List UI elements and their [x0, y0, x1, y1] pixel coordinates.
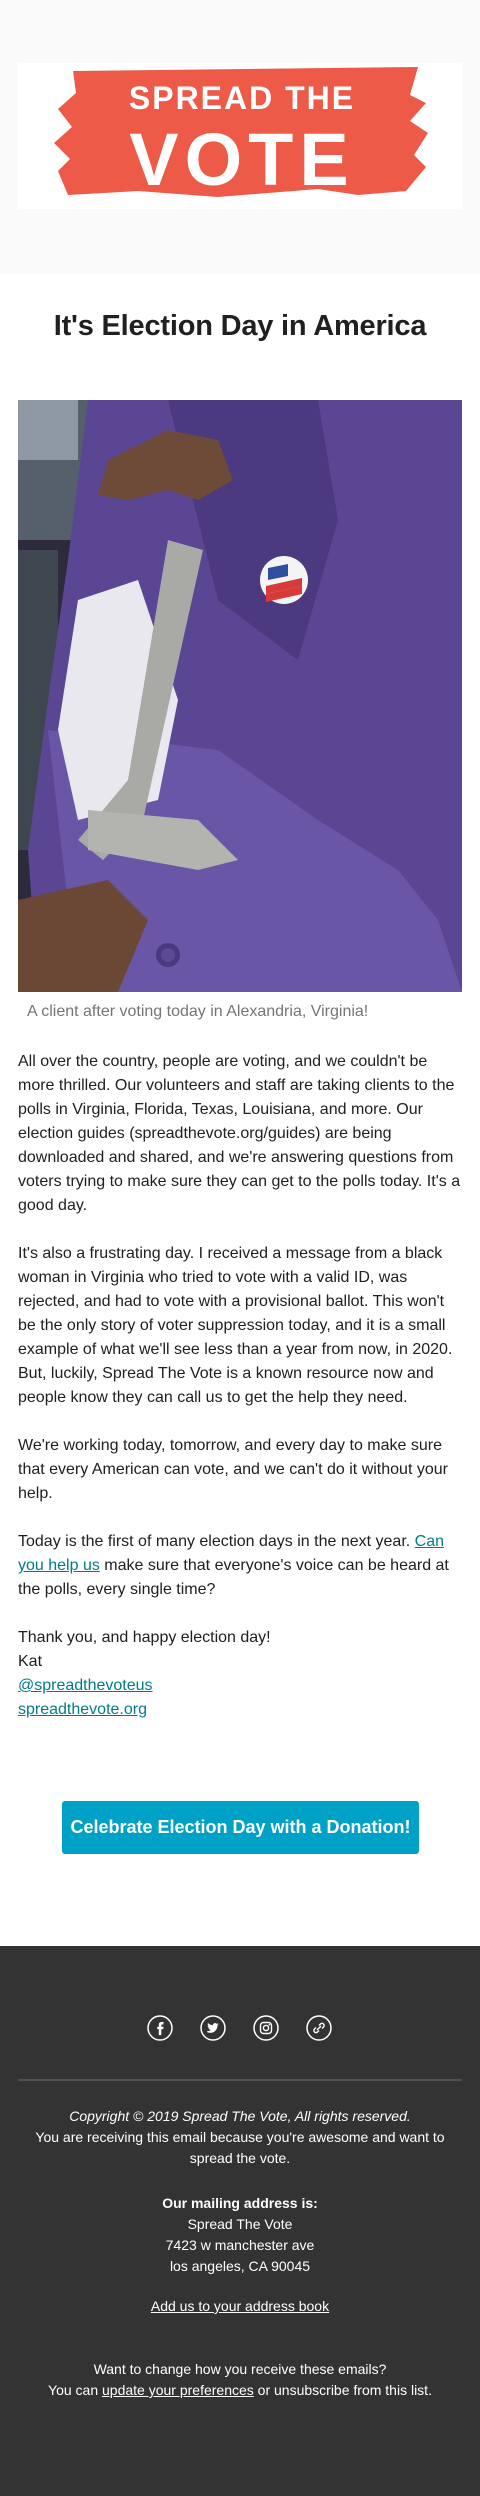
footer-divider [18, 2079, 462, 2081]
change-text-before: You can [48, 2382, 103, 2398]
twitter-handle-link[interactable]: @spreadthevoteus [18, 1677, 153, 1694]
website-link-icon[interactable] [305, 2014, 333, 2042]
p4-text-before: Today is the first of many election days in the next year. [18, 1533, 415, 1550]
signature-thanks: Thank you, and happy election day! [18, 1629, 271, 1646]
spread-the-vote-logo [18, 63, 462, 209]
twitter-icon[interactable] [199, 2014, 227, 2042]
receiving-reason: You are receiving this email because you're awesome and want to spread the vote. [35, 2129, 445, 2166]
logo-line2: VOTE [129, 118, 355, 201]
logo-container[interactable] [18, 63, 462, 209]
donate-button[interactable]: Celebrate Election Day with a Donation! [62, 1801, 419, 1854]
body-paragraph-4 [18, 1530, 462, 1602]
footer-copyright-block [18, 2106, 462, 2169]
logo-line1: SPREAD THE [128, 80, 356, 116]
p4-text-after: make sure that everyone's voice can be heard at the polls, every single time? [18, 1557, 449, 1598]
body-paragraph-2: It's also a frustrating day. I received a message from a black woman in Virginia who tried to vote with a valid ID, was rejected, and had to vote with a provisional ballot. This won't be the only story of voter suppression today, and it is a small example of what we'll see less than a year from now, in 2020. But, luckily, Spread The Vote is a known resource now and people know they can call us to get the help they need. [18, 1245, 453, 1406]
footer [0, 1946, 480, 2496]
website-link[interactable]: spreadthevote.org [18, 1701, 147, 1718]
copyright-text: Copyright © 2019 Spread The Vote, All rights reserved. [69, 2108, 411, 2124]
body-paragraph-1: All over the country, people are voting, and we couldn't be more thrilled. Our volunteers and staff are taking clients to the polls in Virginia, Florida, Texas, Louisiana, and more. Our election guides (spreadthevote.org/guides) are being downloaded and shared, and we're answering questions from voters trying to make sure they can get to the polls today. It's a good day. [18, 1053, 461, 1214]
can-you-help-us-link[interactable]: Can you help us [18, 1533, 445, 1574]
voter-photo [18, 400, 462, 992]
photo-caption: A client after voting today in Alexandria, Virginia! [27, 1003, 369, 1020]
preferences-block [18, 2359, 462, 2401]
page-title: It's Election Day in America [53, 310, 427, 342]
header-band [0, 0, 480, 274]
add-address-block [18, 2296, 462, 2317]
change-text-after: or unsubscribe from this list. [253, 2382, 432, 2398]
address-street: 7423 w manchester ave [165, 2237, 315, 2253]
change-question: Want to change how you receive these emails? [93, 2361, 387, 2377]
signature-name: Kat [18, 1653, 43, 1670]
signature [18, 1626, 462, 1722]
mailing-heading: Our mailing address is: [162, 2195, 318, 2211]
address-city: los angeles, CA 90045 [169, 2258, 311, 2274]
add-to-address-book-link[interactable]: Add us to your address book [150, 2298, 330, 2314]
facebook-icon[interactable] [146, 2014, 174, 2042]
update-preferences-link[interactable]: update your preferences [102, 2382, 254, 2398]
address-org: Spread The Vote [187, 2216, 293, 2232]
email-body [18, 1050, 462, 1746]
body-paragraph-3: We're working today, tomorrow, and every day to make sure that every American can vote, and we can't do it without your help. [18, 1437, 448, 1502]
mailing-address-block [18, 2193, 462, 2277]
instagram-icon[interactable] [252, 2014, 280, 2042]
social-links [0, 2014, 480, 2042]
